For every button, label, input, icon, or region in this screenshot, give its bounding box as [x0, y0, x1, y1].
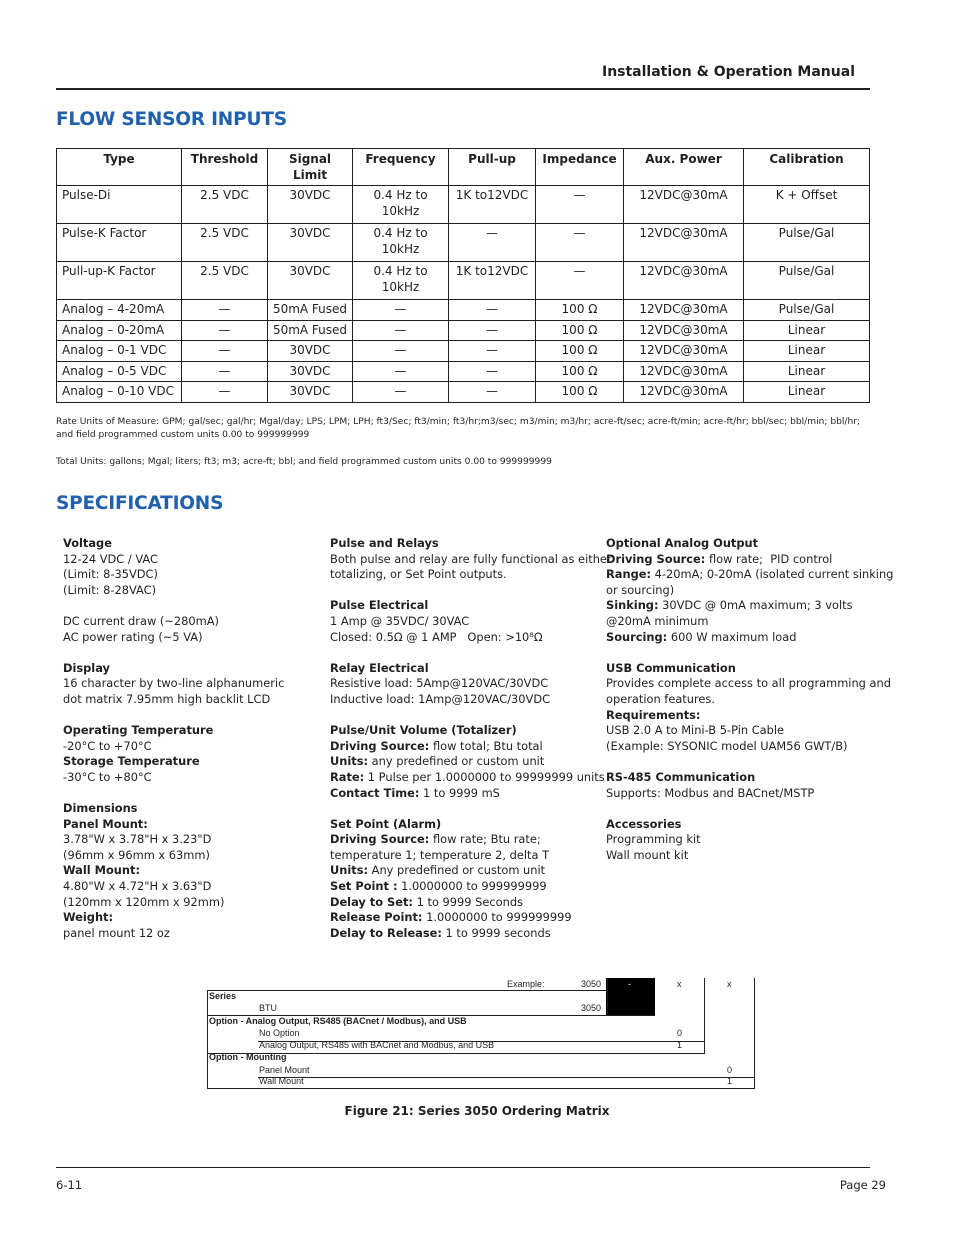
analog-sinking-2: @20mA minimum	[606, 613, 709, 628]
footer-section-number: 6-11	[56, 1178, 83, 1192]
analog-sourcing	[606, 630, 876, 646]
rs485-title: RS-485 Communication	[606, 769, 756, 784]
rs485-line: Supports: Modbus and BACnet/MSTP	[606, 785, 815, 800]
totalizer-block	[330, 723, 605, 801]
table-cell: Analog – 0-20mA	[57, 320, 182, 341]
panel-mount-mm: (96mm x 96mm x 63mm)	[63, 847, 210, 862]
table-cell: 1K to12VDC	[449, 262, 536, 300]
table-cell: 100 Ω	[536, 300, 624, 321]
table-cell: Pulse/Gal	[744, 224, 870, 262]
totalizer-driving-source	[330, 739, 600, 755]
table-cell: 50mA Fused	[268, 320, 353, 341]
op-temp-value: -20°C to +70°C	[63, 738, 152, 753]
table-cell: 30VDC	[268, 361, 353, 382]
accessories-block	[606, 817, 876, 864]
table-cell: 12VDC@30mA	[624, 300, 744, 321]
matrix-option2-a-val: 0	[727, 1065, 733, 1075]
analog-driving-source	[606, 552, 876, 568]
dimensions-title: Dimensions	[63, 801, 138, 816]
table-cell: Pulse-Di	[57, 186, 182, 224]
table-cell: 12VDC@30mA	[624, 361, 744, 382]
table-cell: Pulse/Gal	[744, 300, 870, 321]
matrix-series-label: Series	[209, 991, 237, 1001]
table-cell: —	[182, 300, 268, 321]
table-cell: Linear	[744, 361, 870, 382]
label: Driving Source:	[606, 551, 706, 566]
st-temp-title: Storage Temperature	[63, 754, 200, 769]
setpoint-driving-source-2: temperature 1; temperature 2, delta T	[330, 847, 550, 862]
table-cell: 100 Ω	[536, 382, 624, 403]
voltage-block	[63, 536, 313, 645]
display-line-1: 16 character by two-line alphanumeric	[63, 676, 285, 691]
table-row	[57, 361, 870, 382]
table-cell: Pull-up-K Factor	[57, 262, 182, 300]
table-cell: 100 Ω	[536, 341, 624, 362]
table-cell: —	[182, 320, 268, 341]
matrix-divider-a	[607, 978, 608, 1015]
matrix-option1-label: Option - Analog Output, RS485 (BACnet / Modbus), and USB	[209, 1016, 467, 1026]
accessory-1: Programming kit	[606, 832, 701, 847]
op-temp-title: Operating Temperature	[63, 723, 214, 738]
value: flow rate; Btu rate;	[429, 832, 541, 847]
setpoint-units	[330, 863, 600, 879]
rate-units-line-1: Rate Units of Measure: GPM; gal/sec; gal/hr; Mgal/day; LPS; LPM; LPH; ft3/Sec; ft3/min; ft3/hr;m3/sec; m3/min; m3/hr; acre-ft/sec; acre-ft/min; acre-ft/hr; bbl/sec; bbl/min; bbl/hr;	[56, 417, 861, 427]
col-type: Type	[57, 149, 182, 186]
matrix-right-border	[754, 978, 755, 1089]
usb-requirement-1: USB 2.0 A to Mini-B 5-Pin Cable	[606, 723, 785, 738]
value: 1.0000000 to 999999999	[422, 910, 572, 925]
table-cell: —	[182, 361, 268, 382]
matrix-left-border	[207, 990, 208, 1089]
value: 1.0000000 to 999999999	[397, 879, 547, 894]
table-row	[57, 262, 870, 300]
totalizer-contact-time	[330, 786, 600, 802]
table-row	[57, 320, 870, 341]
flow-heading: FLOW SENSOR INPUTS	[56, 109, 287, 130]
value: 1 Pulse per 1.0000000 to 99999999 units	[364, 769, 605, 784]
dimensions-block	[63, 801, 313, 941]
table-cell: 30VDC	[268, 262, 353, 300]
totalizer-units	[330, 754, 600, 770]
st-temp-value: -30°C to +80°C	[63, 769, 152, 784]
voltage-line: 12-24 VDC / VAC	[63, 551, 158, 566]
value: 600 W maximum load	[667, 629, 797, 644]
voltage-title: Voltage	[63, 536, 112, 550]
table-cell: 2.5 VDC	[182, 224, 268, 262]
table-cell: —	[182, 382, 268, 403]
table-cell: —	[449, 361, 536, 382]
table-cell: —	[449, 300, 536, 321]
table-cell: 12VDC@30mA	[624, 224, 744, 262]
total-units-note: Total Units: gallons; Mgal; liters; ft3; m3; acre-ft; bbl; and field programmed custom units 0.00 to 999999999	[56, 457, 552, 467]
matrix-option2-b-val: 1	[727, 1076, 733, 1086]
col-frequency: Frequency	[353, 149, 449, 186]
setpoint-value	[330, 879, 600, 895]
table-cell: 2.5 VDC	[182, 262, 268, 300]
panel-mount-in: 3.78"W x 3.78"H x 3.23"D	[63, 832, 212, 847]
totalizer-rate	[330, 769, 605, 786]
specs-column-3	[606, 536, 894, 879]
table-cell: 12VDC@30mA	[624, 382, 744, 403]
table-cell: Analog – 4-20mA	[57, 300, 182, 321]
weight-value: panel mount 12 oz	[63, 925, 170, 940]
value: 1 to 9999 seconds	[441, 925, 551, 940]
panel-mount-label: Panel Mount:	[63, 816, 148, 831]
matrix-option1-a-val: 0	[677, 1028, 683, 1038]
table-cell: —	[182, 341, 268, 362]
weight-label: Weight:	[63, 910, 114, 925]
table-row	[57, 382, 870, 403]
analog-sinking	[606, 598, 876, 614]
col-threshold: Threshold	[182, 149, 268, 186]
table-cell: Pulse-K Factor	[57, 224, 182, 262]
usb-title: USB Communication	[606, 660, 736, 675]
table-cell: 30VDC	[268, 224, 353, 262]
manual-title: Installation & Operation Manual	[601, 64, 855, 80]
table-cell: —	[449, 341, 536, 362]
pulse-electrical-block	[330, 598, 600, 645]
matrix-option1-a: No Option	[259, 1028, 300, 1038]
table-row	[57, 341, 870, 362]
pulse-electrical-line-2: Closed: 0.5Ω @ 1 AMP Open: >10⁸Ω	[330, 629, 543, 644]
ordering-matrix	[207, 978, 755, 1089]
wall-mount-label: Wall Mount:	[63, 863, 140, 878]
flow-sensor-table	[56, 148, 870, 403]
usb-line-2: operation features.	[606, 691, 715, 706]
matrix-panel-bottom	[258, 1077, 755, 1078]
table-cell: Pulse/Gal	[744, 262, 870, 300]
wall-mount-mm: (120mm x 120mm x 92mm)	[63, 894, 225, 909]
table-cell: Analog – 0-10 VDC	[57, 382, 182, 403]
table-cell: —	[353, 361, 449, 382]
table-cell: Linear	[744, 341, 870, 362]
display-block	[63, 661, 313, 708]
table-cell: 2.5 VDC	[182, 186, 268, 224]
pulse-relays-line-1: Both pulse and relay are fully functional as either	[330, 551, 612, 566]
matrix-example-label: Example:	[507, 979, 545, 989]
table-cell: —	[353, 300, 449, 321]
table-cell: —	[536, 224, 624, 262]
dc-current: DC current draw (~280mA)	[63, 613, 219, 628]
totalizer-title: Pulse/Unit Volume (Totalizer)	[330, 723, 517, 738]
table-cell: K + Offset	[744, 186, 870, 224]
table-cell: 30VDC	[268, 341, 353, 362]
setpoint-title: Set Point (Alarm)	[330, 816, 442, 831]
table-row	[57, 186, 870, 224]
pulse-relays-title: Pulse and Relays	[330, 536, 439, 550]
table-cell: —	[536, 262, 624, 300]
label: Sourcing:	[606, 629, 668, 644]
value: flow total; Btu total	[429, 738, 543, 753]
table-cell: —	[449, 224, 536, 262]
usb-requirements-label: Requirements:	[606, 707, 701, 722]
accessory-2: Wall mount kit	[606, 847, 689, 862]
setpoint-block	[330, 817, 600, 942]
label: Sinking:	[606, 598, 659, 613]
matrix-option1-b-val: 1	[677, 1040, 683, 1050]
usb-block	[606, 660, 891, 755]
table-cell: Analog – 0-1 VDC	[57, 341, 182, 362]
table-cell: Analog – 0-5 VDC	[57, 361, 182, 382]
table-cell: —	[449, 320, 536, 341]
display-line-2: dot matrix 7.95mm high backlit LCD	[63, 691, 271, 706]
analog-range	[606, 567, 894, 583]
display-title: Display	[63, 660, 110, 675]
col-impedance: Impedance	[536, 149, 624, 186]
label: Delay to Set:	[330, 894, 413, 909]
table-cell: 1K to12VDC	[449, 186, 536, 224]
matrix-btu-label: BTU	[259, 1003, 277, 1013]
matrix-option2-label: Option - Mounting	[209, 1052, 287, 1062]
col-calibration: Calibration	[744, 149, 870, 186]
pulse-electrical-title: Pulse Electrical	[330, 598, 429, 613]
table-cell: —	[536, 186, 624, 224]
table-row	[57, 224, 870, 262]
setpoint-release-point	[330, 910, 600, 926]
value: any predefined or custom unit	[368, 754, 545, 769]
label: Range:	[606, 567, 652, 582]
footer-page-number: Page 29	[839, 1178, 886, 1192]
col-signal-limit: Signal Limit	[268, 149, 353, 186]
table-cell: —	[353, 382, 449, 403]
table-cell: 30VDC	[268, 186, 353, 224]
col-aux-power: Aux. Power	[624, 149, 744, 186]
matrix-option2-b: Wall Mount	[259, 1076, 304, 1086]
setpoint-delay-set	[330, 895, 600, 911]
value: 1 to 9999 Seconds	[412, 894, 523, 909]
setpoint-delay-release	[330, 926, 600, 942]
label: Delay to Release:	[330, 925, 442, 940]
rate-units-line-2: and field programmed custom units 0.00 to 999999999	[56, 430, 310, 440]
label: Contact Time:	[330, 785, 420, 800]
label: Units:	[330, 863, 369, 878]
wall-mount-in: 4.80"W x 4.72"H x 3.63"D	[63, 879, 212, 894]
value: 1 to 9999 mS	[419, 785, 500, 800]
value: flow rate; PID control	[705, 551, 833, 566]
analog-range-2: or sourcing)	[606, 582, 675, 597]
matrix-option1-b: Analog Output, RS485 with BACnet and Modbus, and USB	[259, 1040, 495, 1050]
value: 30VDC @ 0mA maximum; 3 volts	[658, 598, 853, 613]
figure-caption: Figure 21: Series 3050 Ordering Matrix	[344, 1104, 610, 1118]
label: Release Point:	[330, 910, 423, 925]
matrix-example-value: 3050	[581, 979, 602, 989]
relay-inductive: Inductive load: 1Amp@120VAC/30VDC	[330, 691, 551, 706]
matrix-top-border	[207, 990, 607, 991]
table-cell: 0.4 Hz to 10kHz	[353, 224, 449, 262]
pulse-relays-line-2: totalizing, or Set Point outputs.	[330, 567, 507, 582]
table-cell: 0.4 Hz to 10kHz	[353, 186, 449, 224]
matrix-analog-right	[704, 1015, 705, 1042]
temperature-block	[63, 723, 313, 785]
table-header-row	[57, 149, 870, 186]
label: Rate:	[330, 769, 365, 784]
matrix-bottom-border	[207, 1088, 755, 1089]
value: Any predefined or custom unit	[368, 863, 546, 878]
table-cell: —	[353, 320, 449, 341]
specs-column-2	[330, 536, 612, 957]
usb-requirement-2: (Example: SYSONIC model UAM56 GWT/B)	[606, 738, 848, 753]
matrix-btu-value: 3050	[581, 1003, 602, 1013]
table-cell: 50mA Fused	[268, 300, 353, 321]
analog-output-block	[606, 536, 894, 645]
voltage-limit-ac: (Limit: 8-28VAC)	[63, 582, 157, 597]
accessories-title: Accessories	[606, 816, 682, 831]
analog-output-title: Optional Analog Output	[606, 536, 759, 550]
table-cell: 0.4 Hz to 10kHz	[353, 262, 449, 300]
table-cell: 12VDC@30mA	[624, 320, 744, 341]
pulse-electrical-line-1: 1 Amp @ 35VDC/ 30VAC	[330, 613, 470, 628]
value: 4-20mA; 0-20mA (isolated current sinking	[651, 567, 894, 582]
ac-power: AC power rating (~5 VA)	[63, 629, 203, 644]
label: Set Point :	[330, 879, 398, 894]
table-cell: —	[353, 341, 449, 362]
table-cell: 12VDC@30mA	[624, 186, 744, 224]
usb-line-1: Provides complete access to all programming and	[606, 676, 891, 691]
matrix-x2: x	[727, 979, 732, 989]
rate-units-note	[56, 416, 876, 442]
table-cell: Linear	[744, 382, 870, 403]
rs485-block	[606, 770, 876, 801]
label: Driving Source:	[330, 738, 430, 753]
table-cell: 12VDC@30mA	[624, 341, 744, 362]
label: Driving Source:	[330, 832, 430, 847]
relay-resistive: Resistive load: 5Amp@120VAC/30VDC	[330, 676, 549, 691]
label: Units:	[330, 754, 369, 769]
matrix-option2-a: Panel Mount	[259, 1065, 310, 1075]
header-rule	[56, 88, 870, 90]
table-cell: 12VDC@30mA	[624, 262, 744, 300]
footer-rule	[56, 1167, 870, 1168]
voltage-limit-dc: (Limit: 8-35VDC)	[63, 567, 158, 582]
relay-electrical-block	[330, 661, 600, 708]
pulse-relays-block	[330, 536, 612, 583]
col-pull-up: Pull-up	[449, 149, 536, 186]
specs-column-1	[63, 536, 313, 957]
specs-heading: SPECIFICATIONS	[56, 493, 224, 514]
matrix-dash: -	[628, 979, 631, 989]
matrix-x1: x	[677, 979, 682, 989]
table-cell: 30VDC	[268, 382, 353, 403]
table-cell: Linear	[744, 320, 870, 341]
relay-electrical-title: Relay Electrical	[330, 660, 429, 675]
table-cell: 100 Ω	[536, 320, 624, 341]
table-cell: 100 Ω	[536, 361, 624, 382]
setpoint-driving-source	[330, 832, 600, 848]
table-row	[57, 300, 870, 321]
table-cell: —	[449, 382, 536, 403]
